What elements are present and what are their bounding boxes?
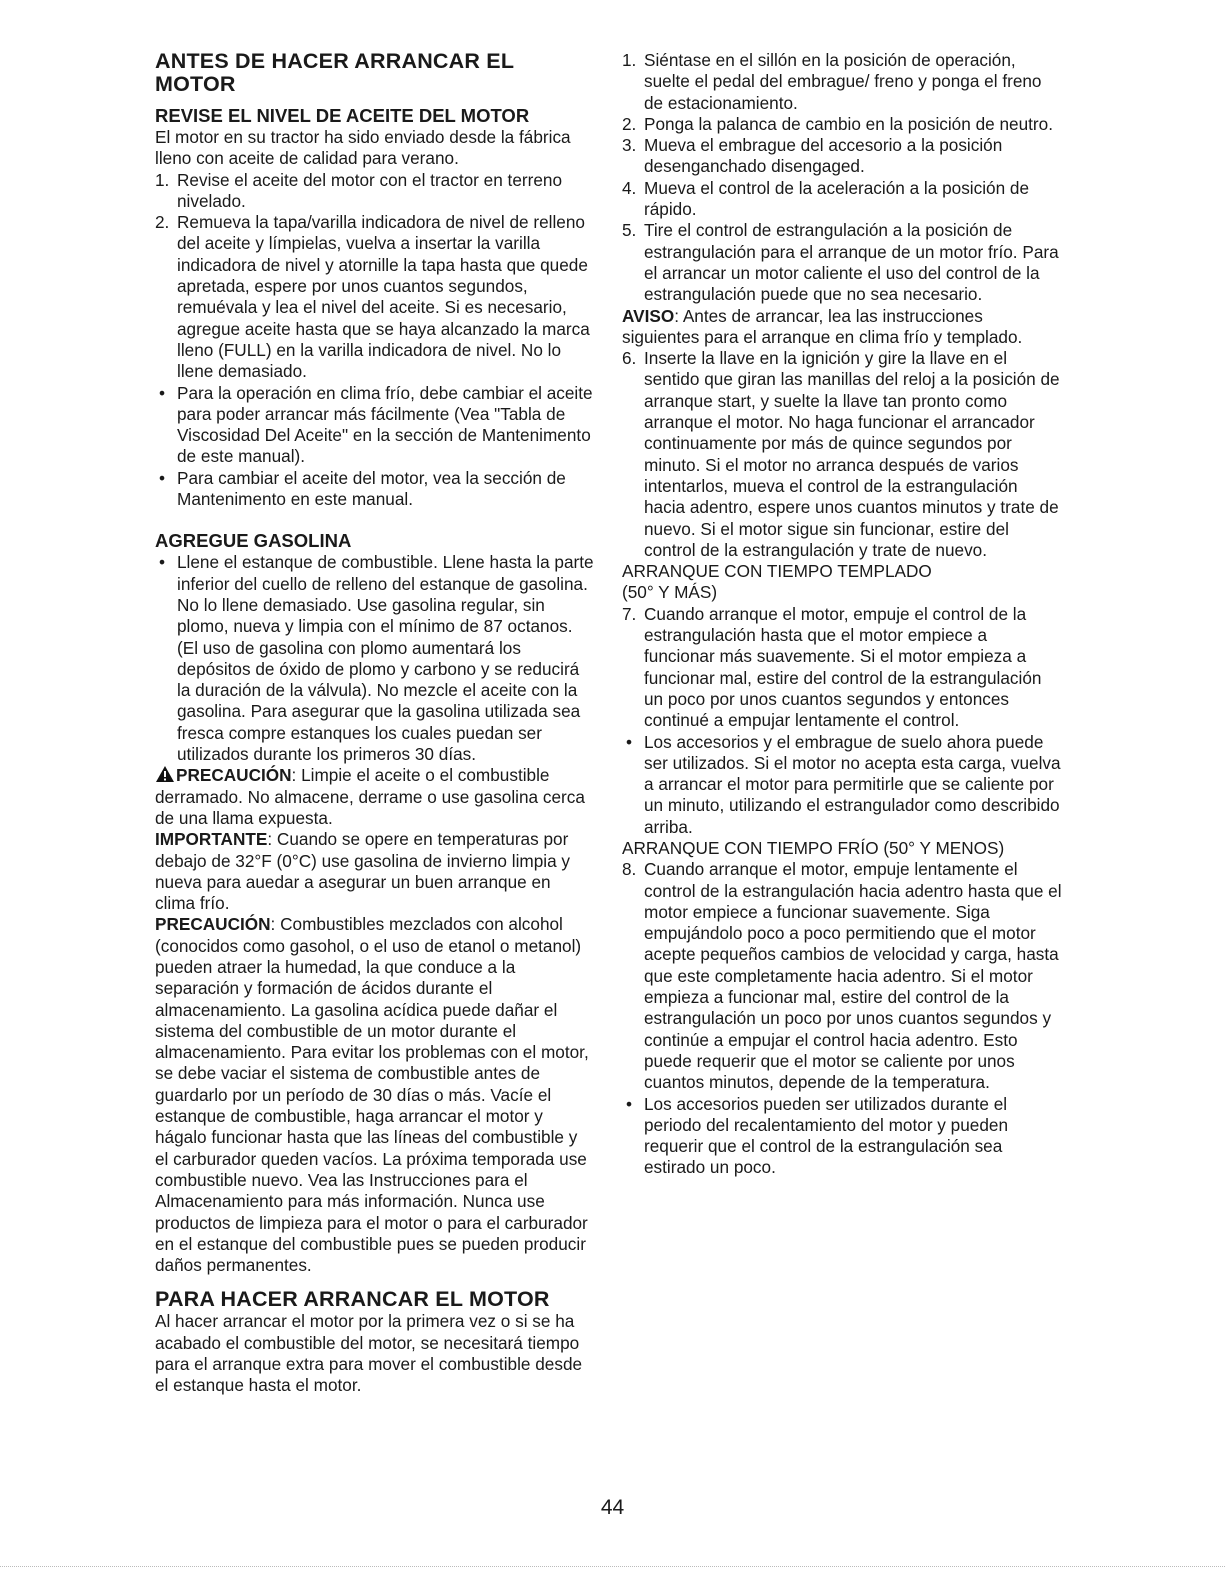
page-number: 44 xyxy=(600,1496,625,1519)
bullet-icon: • xyxy=(159,552,166,573)
heading-cold-start: ARRANQUE CON TIEMPO FRÍO (50° Y MENOS) xyxy=(622,837,1005,858)
oil-intro: El motor en su tractor ha sido enviado desde la fábrica lleno con aceite de calidad para verano. xyxy=(155,127,571,169)
bullet-icon: • xyxy=(626,731,633,752)
step-number: 2. xyxy=(622,113,637,134)
caution-text: : Limpie el aceite o el combustible derramado. No almacene, derrame o use gasolina cerca de una llama expuesta. xyxy=(155,765,585,828)
notice-note xyxy=(622,306,1062,349)
warning-triangle-icon xyxy=(155,765,175,783)
list-item xyxy=(155,468,595,511)
list-item xyxy=(622,1094,1062,1179)
caution-alcohol-fuel xyxy=(155,914,595,1276)
step-number: 6. xyxy=(622,348,637,369)
fuel-bullets xyxy=(155,552,595,765)
step-number: 5. xyxy=(622,220,637,241)
step-text: Mueva el control de la aceleración a la posición de rápido. xyxy=(644,177,1030,220)
caution-label: PRECAUCIÓN xyxy=(155,914,271,935)
important-label: IMPORTANTE xyxy=(155,829,268,850)
step-text: Mueva el embrague del accesorio a la posición desenganchado disengaged. xyxy=(644,135,1003,177)
step-number: 3. xyxy=(622,135,637,156)
step-six xyxy=(622,348,1062,561)
list-item xyxy=(622,604,1062,732)
oil-steps xyxy=(155,170,595,383)
bullet-text: Para la operación en clima frío, debe cambiar el aceite para poder arrancar más fácilmente (Vea "Tabla de Viscosidad Del Aceite" en la sección de Mantenimento de este manual). xyxy=(177,382,593,467)
step-number: 2. xyxy=(155,212,170,233)
bullet-icon: • xyxy=(626,1093,633,1114)
oil-bullets xyxy=(155,383,595,511)
list-item xyxy=(155,170,595,213)
step-text: Ponga la palanca de cambio en la posición de neutro. xyxy=(644,113,1053,134)
list-item xyxy=(622,50,1062,114)
notice-text: : Antes de arrancar, lea las instrucciones siguientes para el arranque en clima frío y templado. xyxy=(622,305,1023,347)
heading-add-fuel: AGREGUE GASOLINA xyxy=(155,530,352,552)
bullet-icon: • xyxy=(159,467,166,488)
step-text: Cuando arranque el motor, empuje el control de la estrangulación hasta que el motor empiece a funcionar más suavemente. Si el motor empieza a funcionar mal, estire del control de la estrangulación un poco por unos cuantos segundos y entonces continué a empujar lentamente el control. xyxy=(644,603,1042,731)
heading-check-oil: REVISE EL NIVEL DE ACEITE DEL MOTOR xyxy=(155,105,530,126)
notice-label: AVISO xyxy=(622,305,675,326)
step-number: 4. xyxy=(622,177,637,198)
list-item xyxy=(622,114,1062,135)
list-item xyxy=(622,178,1062,221)
list-item xyxy=(622,348,1062,561)
bullet-icon: • xyxy=(159,382,166,403)
list-item xyxy=(622,135,1062,178)
left-column xyxy=(155,50,595,1397)
heading-start-engine: PARA HACER ARRANCAR EL MOTOR xyxy=(155,1287,550,1312)
start-steps xyxy=(622,50,1062,306)
section-title-before-starting: ANTES DE HACER ARRANCAR EL MOTOR xyxy=(155,49,514,96)
step-number: 7. xyxy=(622,603,637,624)
list-item xyxy=(622,732,1062,838)
caution-fuel-spill xyxy=(155,765,595,829)
important-note xyxy=(155,829,595,914)
cold-bullets xyxy=(622,1094,1062,1179)
list-item xyxy=(155,212,595,382)
step-number: 8. xyxy=(622,859,637,880)
bullet-text: Llene el estanque de combustible. Llene hasta la parte inferior del cuello de relleno del estanque de gasolina. No lo llene demasiado. Use gasolina regular, sin plomo, nueva y limpia con el mínimo de 87 octanos. (El uso de gasolina con plomo aumentará los depósitos de óxido de plomo y carbono y se reducirá la duración de la válvula). No mezcle el aceite con la gasolina. Para asegurar que la gasolina utilizada sea fresca compre estanques los cuales puedan ser utilizados durante los primeros 30 días. xyxy=(177,552,594,765)
bullet-text: Para cambiar el aceite del motor, vea la sección de Mantenimento en este manual. xyxy=(177,467,566,510)
step-text: Remueva la tapa/varilla indicadora de nivel de relleno del aceite y límpielas, vuelva a insertar la varilla indicadora de nivel y atornille la tapa hasta que quede apretada, espere por unos cuantos segundos, remuévala y lea el nivel del aceite. Si es necesario, agregue aceite hasta que se haya alcanzado la marca lleno (FULL) en la varilla indicadora de nivel. No lo llene demasiado. xyxy=(177,212,590,382)
step-number: 1. xyxy=(155,169,170,190)
caution-label: PRECAUCIÓN xyxy=(176,765,292,786)
list-item xyxy=(155,552,595,765)
list-item xyxy=(622,220,1062,305)
step-text: Cuando arranque el motor, empuje lentamente el control de la estrangulación hacia adentro hasta que el motor empiece a funcionar suavemente. Siga empujándolo poco a poco permitiendo que el motor acepte pequeños cambios de velocidad y carga, hasta que este completamente hacia adentro. Si el motor empieza a funcionar mal, estire del control de la estrangulación un poco por unos cuantos segundos y continúe a empujar el control hacia adentro. Esto puede requerir que el motor se caliente por unos cuantos minutos, depende de la temperatura. xyxy=(644,859,1062,1093)
bullet-text: Los accesorios pueden ser utilizados durante el periodo del recalentamiento del motor y pueden requerir que el control de la estrangulación sea estirado un poco. xyxy=(644,1093,1009,1178)
list-item xyxy=(622,859,1062,1093)
warm-bullets xyxy=(622,732,1062,838)
step-eight xyxy=(622,859,1062,1093)
important-text: : Cuando se opere en temperaturas por debajo de 32°F (0°C) use gasolina de invierno limpia y nueva para auedar a asegurar un buen arranque en clima frío. xyxy=(155,829,571,914)
step-text: Revise el aceite del motor con el tractor en terreno nivelado. xyxy=(177,169,562,211)
step-text: Siéntase en el sillón en la posición de operación, suelte el pedal del embrague/ freno y ponga el freno de estacionamiento. xyxy=(644,50,1042,113)
step-number: 1. xyxy=(622,50,637,70)
start-engine-text: Al hacer arrancar el motor por la primera vez o si se ha acabado el combustible del motor, se necesitará tiempo para el arranque extra para mover el combustible desde el estanque hasta el motor. xyxy=(155,1311,583,1396)
step-seven xyxy=(622,604,1062,732)
list-item xyxy=(155,383,595,468)
caution-text: : Combustibles mezclados con alcohol (conocidos como gasohol, o el uso de etanol o metanol) pueden atraer la humedad, la que conduce a la separación y formación de ácidos durante el almacenamiento. La gasolina acídica puede dañar el sistema del combustible de un motor durante el almacenamiento. Para evitar los problemas con el motor, se debe vaciar el sistema de combustible antes de guardarlo por un período de 30 días o más. Vacíe el estanque de combustible, haga arrancar el motor y hágalo funcionar hasta que las líneas del combustible y el carburador queden vacíos. La próxima temporada use combustible nuevo. Vea las Instrucciones para el Almacenamiento para más información. Nunca use productos de limpieza para el motor o para el carburador en el estanque del combustible pues se pueden producir daños permanentes. xyxy=(155,914,589,1276)
step-text: Tire el control de estrangulación a la posición de estrangulación para el arranque de un motor frío. Para el arrancar un motor caliente el uso del control de la estrangulación puede que no sea necesario. xyxy=(644,220,1059,305)
heading-warm-start: ARRANQUE CON TIEMPO TEMPLADO xyxy=(622,561,932,582)
bullet-text: Los accesorios y el embrague de suelo ahora puede ser utilizados. Si el motor no acepta esta carga, vuelva a arrancar el motor para permitirle que se caliente por un minuto, utilizando el estrangulador como describido arriba. xyxy=(644,731,1061,837)
step-text: Inserte la llave en la ignición y gire la llave en el sentido que giran las manillas del reloj a la posición de arranque start, y suelte la llave tan pronto como arranque el motor. No haga funcionar el arrancador continuamente por más de quince segundos por minuto. Si el motor no arranca después de varios intentarlos, mueva el control de la estrangulación hacia adentro, espere unos cuantos minutos y trate de nuevo. Si el motor sigue sin funcionar, estire del control de la estrangulación y trate de nuevo. xyxy=(644,348,1060,560)
heading-warm-start-range: (50° Y MÁS) xyxy=(622,582,718,603)
bottom-divider xyxy=(0,1566,1225,1567)
right-column xyxy=(622,50,1062,1179)
